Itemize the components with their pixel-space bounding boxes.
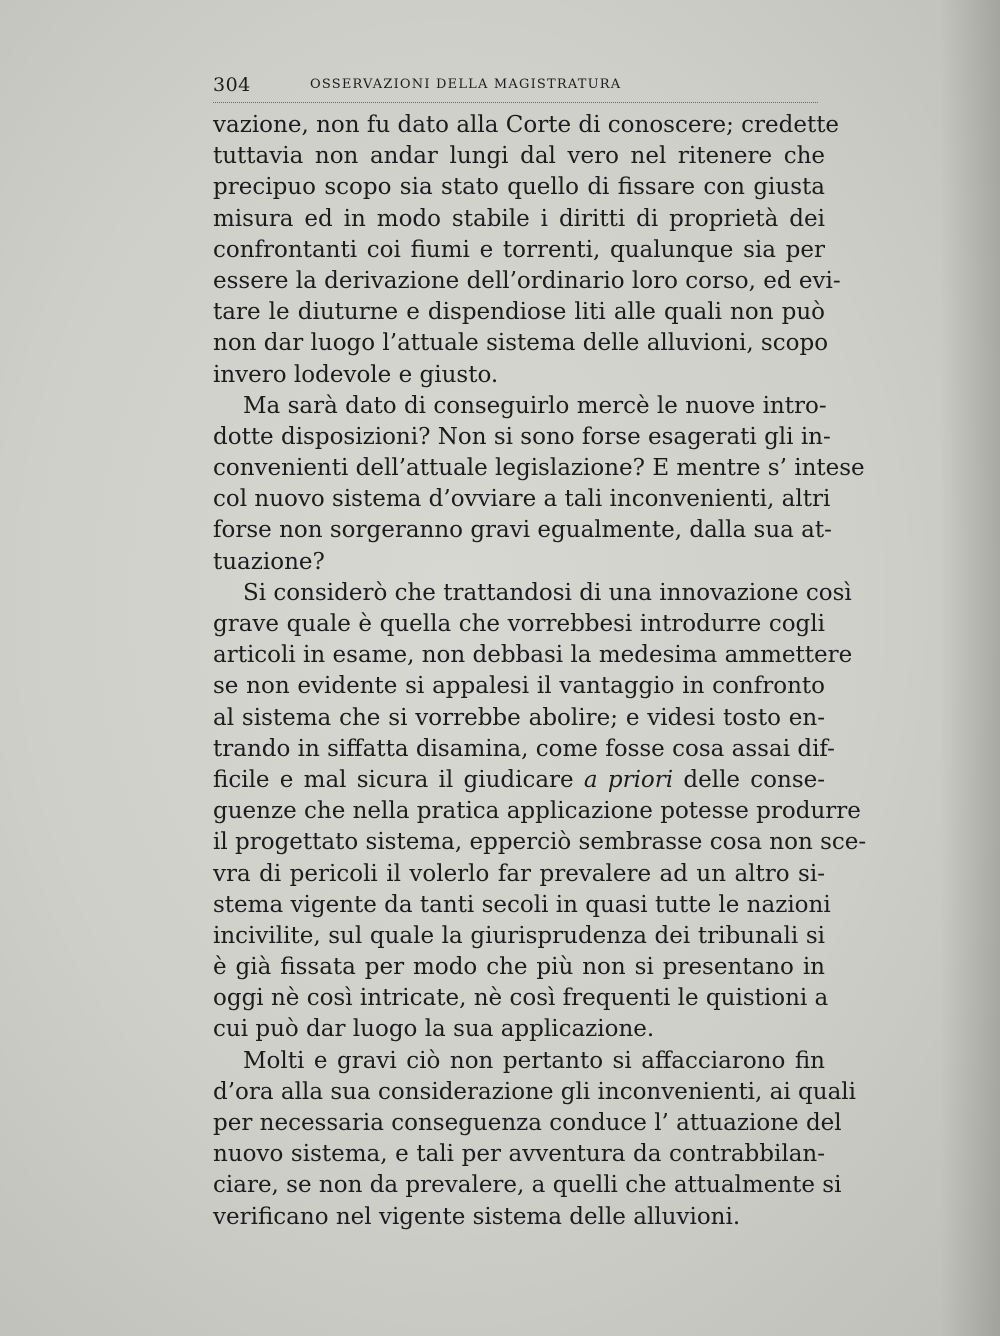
text-line: tare le diuturne e dispendiose liti alle quali non può	[213, 299, 825, 326]
text-line: nuovo sistema, e tali per avventura da contrabbilan-	[213, 1141, 825, 1168]
text-line: verificano nel vigente sistema delle alluvioni.	[213, 1203, 741, 1230]
text-line-with-italic	[213, 765, 825, 796]
text-line: invero lodevole e giusto.	[213, 361, 499, 388]
text-line: guenze che nella pratica applicazione potesse produrre	[213, 798, 861, 825]
text-line: è già fissata per modo che più non si presentano in	[213, 954, 825, 981]
text-fragment: ficile e mal sicura il giudicare	[213, 766, 584, 793]
text-line: per necessaria conseguenza conduce l’ attuazione del	[213, 1110, 842, 1136]
page-gutter-shadow	[940, 0, 1000, 1336]
text-line: grave quale è quella che vorrebbesi introdurre cogli	[213, 611, 825, 637]
text-line: convenienti dell’attuale legislazione? E mentre s’ intese	[213, 455, 865, 482]
text-line: misura ed in modo stabile i diritti di proprietà dei	[213, 205, 825, 232]
text-line: al sistema che si vorrebbe abolire; e videsi tosto en-	[213, 704, 825, 731]
page-number: 304	[213, 74, 251, 96]
text-line: tuazione?	[213, 548, 325, 575]
text-line: cui può dar luogo la sua applicazione.	[213, 1016, 655, 1043]
page-header	[213, 72, 818, 103]
text-fragment: delle conse-	[673, 766, 825, 793]
text-line: confrontanti coi fiumi e torrenti, qualunque sia per	[213, 236, 825, 263]
body-text	[213, 110, 867, 1233]
text-line: il progettato sistema, epperciò sembrasse cosa non sce-	[213, 829, 867, 856]
text-line: precipuo scopo sia stato quello di fissare con giusta	[213, 174, 825, 201]
text-line: forse non sorgeranno gravi egualmente, dalla sua at-	[213, 517, 832, 544]
text-line: vra di pericoli il volerlo far prevalere ad un altro si-	[213, 860, 825, 887]
text-line: incivilite, sul quale la giurisprudenza dei tribunali si	[213, 922, 825, 949]
text-line: d’ora alla sua considerazione gli inconvenienti, ai quali	[213, 1078, 857, 1105]
text-line: essere la derivazione dell’ordinario loro corso, ed evi-	[213, 267, 841, 294]
paragraph	[213, 110, 841, 391]
text-line: Ma sarà dato di conseguirlo mercè le nuove intro-	[243, 392, 827, 419]
paragraph	[213, 1046, 857, 1233]
text-line: articoli in esame, non debbasi la medesima ammettere	[213, 642, 853, 669]
running-head: OSSERVAZIONI DELLA MAGISTRATURA	[310, 77, 622, 92]
italic-phrase: a priori	[583, 766, 674, 793]
paragraph	[213, 578, 867, 1046]
text-line: vazione, non fu dato alla Corte di conoscere; credette	[213, 112, 840, 138]
paragraph	[213, 391, 865, 578]
text-line: stema vigente da tanti secoli in quasi tutte le nazioni	[213, 891, 831, 918]
text-line: se non evidente si appalesi il vantaggio in confronto	[213, 673, 825, 700]
text-line: Molti e gravi ciò non pertanto si affacciarono fin	[243, 1047, 825, 1074]
text-line: ciare, se non da prevalere, a quelli che attualmente si	[213, 1172, 842, 1199]
text-line: oggi nè così intricate, nè così frequenti le quistioni a	[213, 985, 829, 1012]
text-line: dotte disposizioni? Non si sono forse esagerati gli in-	[213, 423, 831, 450]
text-line: col nuovo sistema d’ovviare a tali inconvenienti, altri	[213, 486, 831, 513]
text-line: tuttavia non andar lungi dal vero nel ritenere che	[213, 143, 825, 170]
text-line: trando in siffatta disamina, come fosse cosa assai dif-	[213, 735, 835, 762]
text-line: non dar luogo l’attuale sistema delle alluvioni, scopo	[213, 330, 829, 357]
text-line: Si considerò che trattandosi di una innovazione così	[243, 579, 852, 606]
